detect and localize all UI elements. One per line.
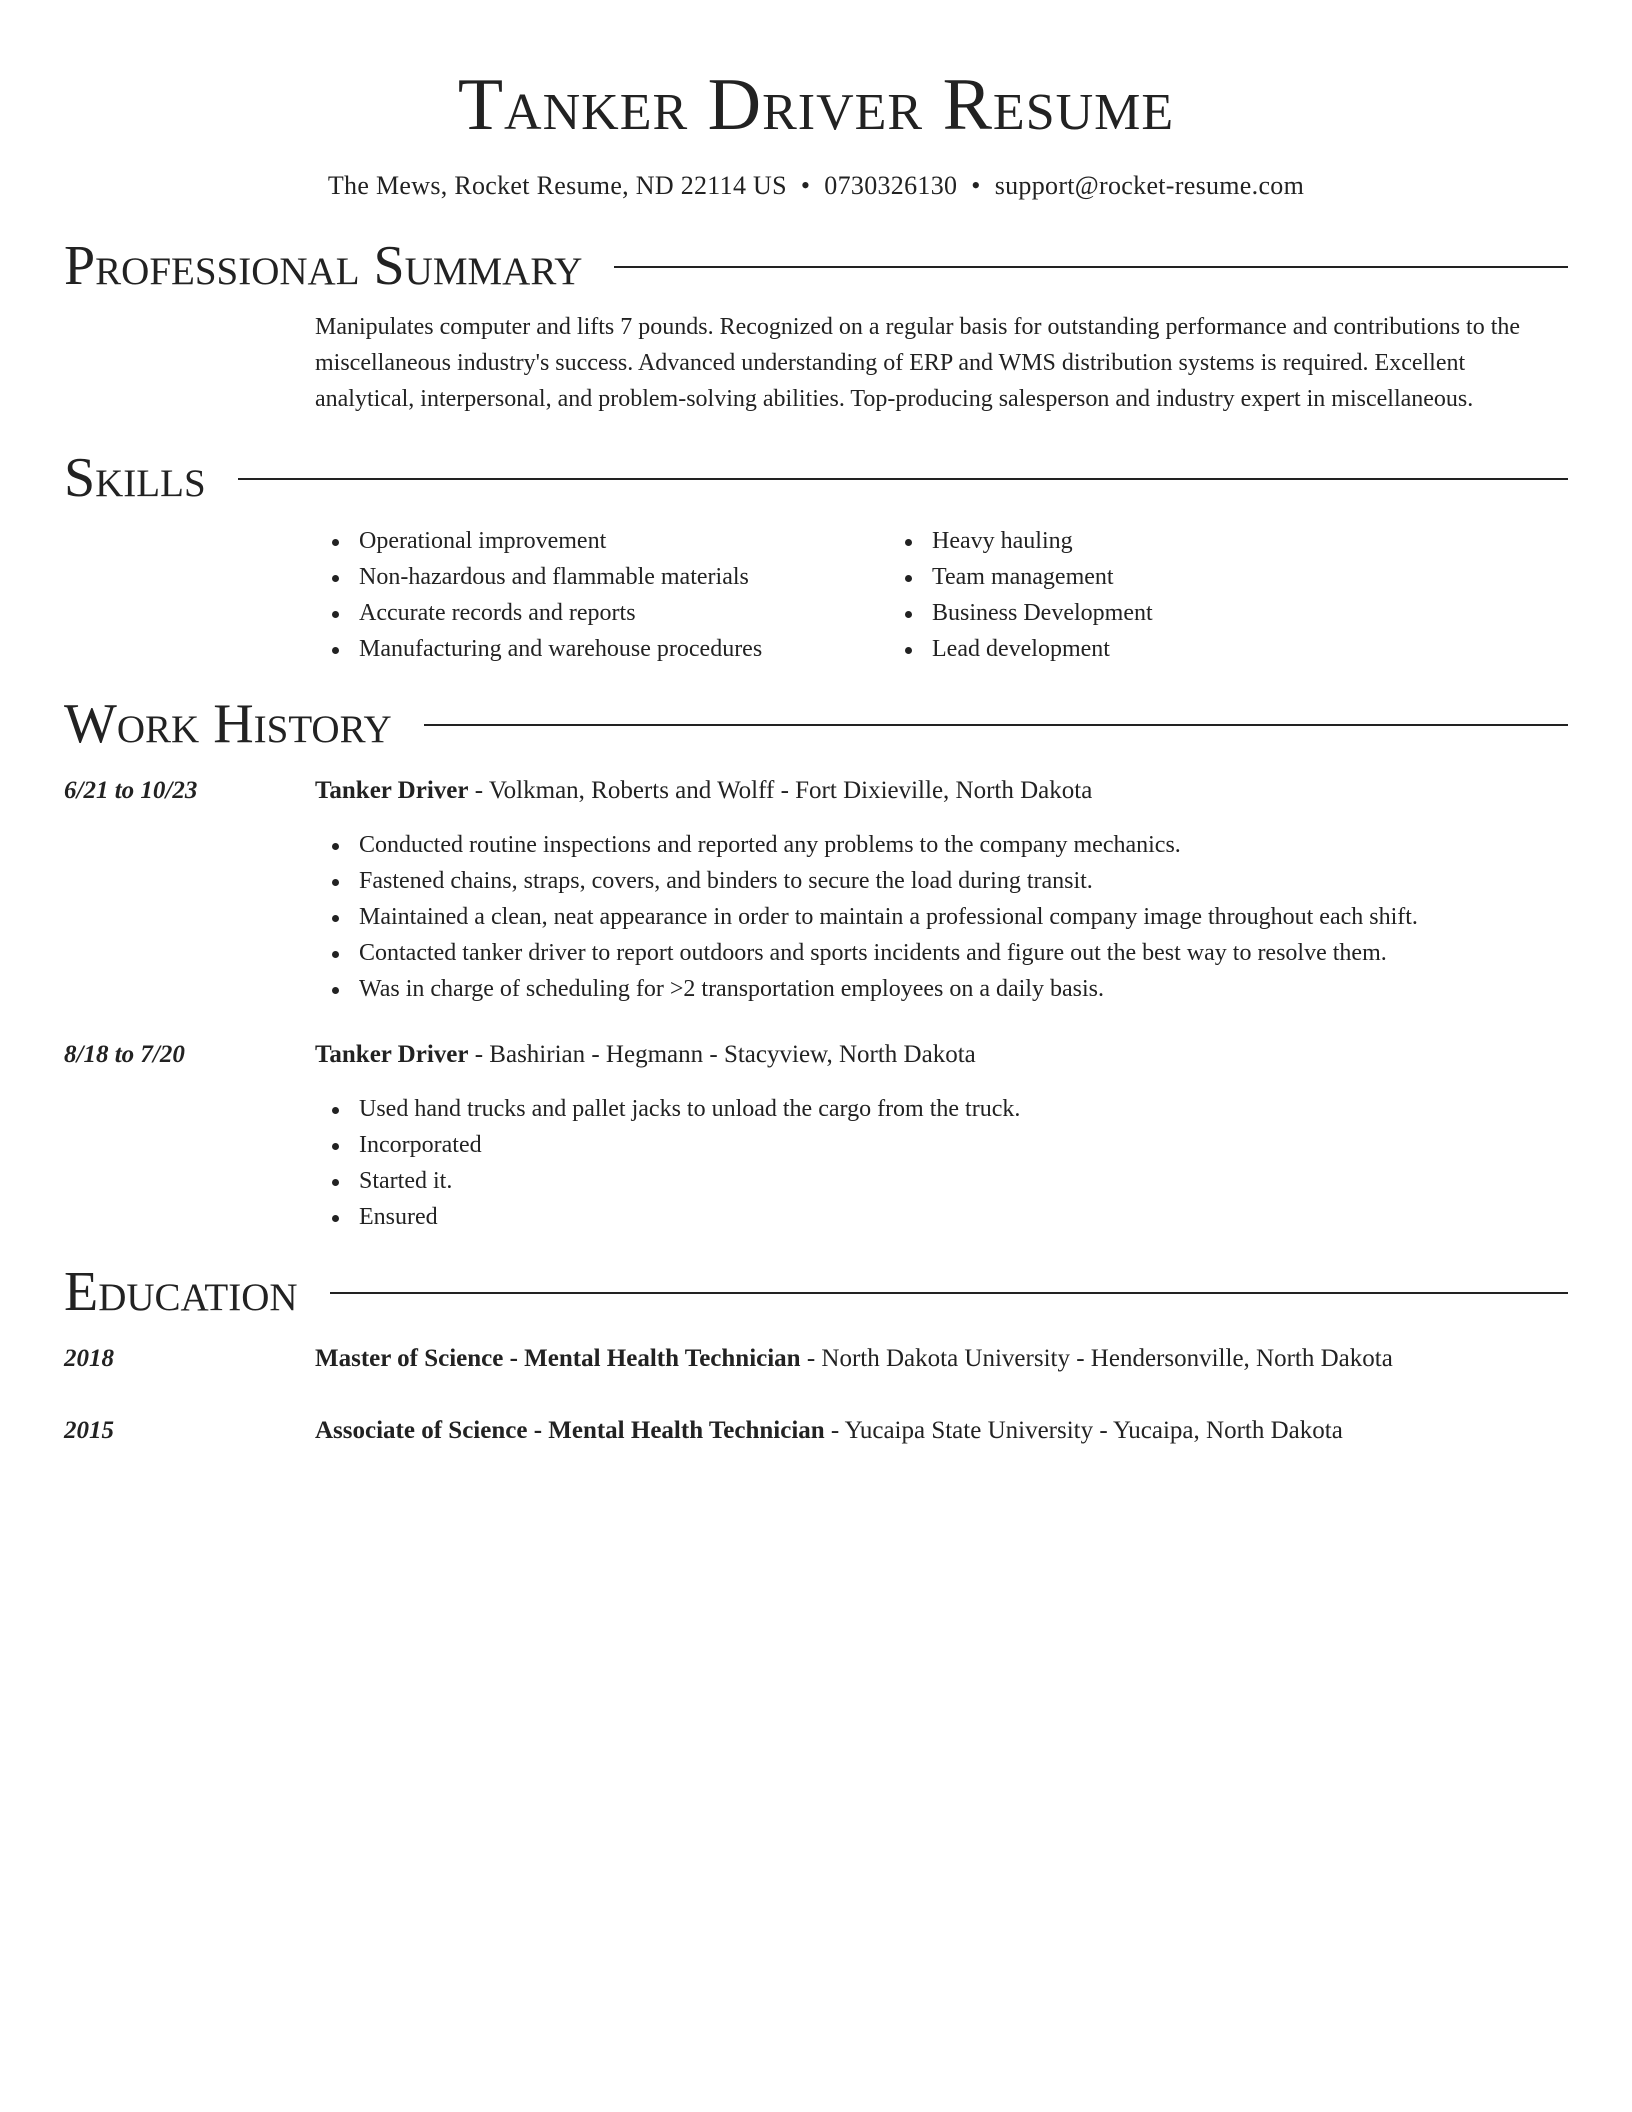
job-title: Tanker Driver <box>315 1041 469 1068</box>
education-line <box>315 1413 1343 1449</box>
resume-page <box>64 0 1568 1449</box>
skill-item: Manufacturing and warehouse procedures <box>359 631 888 667</box>
job-details: - Bashirian - Hegmann - Stacyview, North Dakota <box>468 1041 976 1068</box>
skill-item: Team management <box>932 559 1461 595</box>
job-bullet: Maintained a clean, neat appearance in order to maintain a professional company image throughout each shift. <box>359 899 1568 935</box>
contact-separator: • <box>971 171 981 200</box>
skills-heading: Skills <box>64 447 206 509</box>
contact-line <box>64 170 1568 202</box>
work-heading: Work History <box>64 693 392 755</box>
contact-separator: • <box>800 171 811 200</box>
contact-phone: 0730326130 <box>824 171 958 200</box>
skill-item: Accurate records and reports <box>359 595 888 631</box>
job-bullet: Used hand trucks and pallet jacks to unload the cargo from the truck. <box>359 1091 1568 1127</box>
resume-title: Tanker Driver Resume <box>457 64 1175 146</box>
section-divider <box>424 724 1568 726</box>
section-divider <box>330 1292 1568 1294</box>
job-details: - Volkman, Roberts and Wolff - Fort Dixieville, North Dakota <box>468 777 1093 804</box>
job-bullet: Ensured <box>359 1199 1568 1235</box>
work-section-header <box>64 693 1568 755</box>
section-divider <box>614 266 1568 268</box>
education-heading: Education <box>64 1261 298 1323</box>
job-entry <box>64 773 1568 1007</box>
summary-text: Manipulates computer and lifts 7 pounds. Recognized on a regular basis for outstanding performance and contributions to the miscellaneous industry's success. Advanced understanding of ERP and WMS distribution systems is required. Excellent analytical, interpersonal, and problem-solving abilities. Top-producing salesperson and industry expert in miscellaneous. <box>315 314 1521 412</box>
job-bullets <box>315 827 1568 1007</box>
summary-heading: Professional Summary <box>64 235 583 297</box>
education-year: 2018 <box>64 1345 114 1372</box>
job-title-line <box>315 1037 976 1073</box>
skill-item: Non-hazardous and flammable materials <box>359 559 888 595</box>
education-details: - Yucaipa State University - Yucaipa, North Dakota <box>824 1417 1343 1444</box>
job-bullet: Conducted routine inspections and reported any problems to the company mechanics. <box>359 827 1568 863</box>
job-title-line <box>315 773 1092 809</box>
education-details: - North Dakota University - Hendersonville, North Dakota <box>800 1345 1393 1372</box>
job-bullet: Fastened chains, straps, covers, and binders to secure the load during transit. <box>359 863 1568 899</box>
skills-list <box>315 523 1568 667</box>
skill-item: Operational improvement <box>359 523 888 559</box>
section-divider <box>238 478 1568 480</box>
job-header <box>64 773 1568 809</box>
job-dates: 6/21 to 10/23 <box>64 777 198 804</box>
job-title: Tanker Driver <box>315 777 469 804</box>
skills-column-right <box>888 523 1461 667</box>
summary-body <box>315 309 1568 417</box>
contact-address: The Mews, Rocket Resume, ND 22114 US <box>327 171 787 200</box>
job-bullet: Was in charge of scheduling for >2 transportation employees on a daily basis. <box>359 971 1568 1007</box>
job-bullets <box>315 1091 1568 1235</box>
contact-email[interactable]: support@rocket-resume.com <box>994 171 1305 200</box>
education-degree: Associate of Science - Mental Health Technician <box>315 1417 825 1444</box>
education-entry <box>64 1413 1568 1449</box>
skill-item: Business Development <box>932 595 1461 631</box>
job-bullet: Incorporated <box>359 1127 1568 1163</box>
education-degree: Master of Science - Mental Health Technician <box>315 1345 801 1372</box>
summary-section-header <box>64 235 1568 297</box>
skill-item: Lead development <box>932 631 1461 667</box>
skills-column-left <box>315 523 888 667</box>
education-section-header <box>64 1261 1568 1323</box>
education-line <box>315 1341 1393 1377</box>
education-year: 2015 <box>64 1417 114 1444</box>
job-bullet: Started it. <box>359 1163 1568 1199</box>
job-bullet: Contacted tanker driver to report outdoors and sports incidents and figure out the best way to resolve them. <box>359 935 1568 971</box>
skill-item: Heavy hauling <box>932 523 1461 559</box>
job-dates: 8/18 to 7/20 <box>64 1041 185 1068</box>
job-entry <box>64 1037 1568 1235</box>
job-header <box>64 1037 1568 1073</box>
education-entry <box>64 1341 1568 1377</box>
skills-section-header <box>64 447 1568 509</box>
